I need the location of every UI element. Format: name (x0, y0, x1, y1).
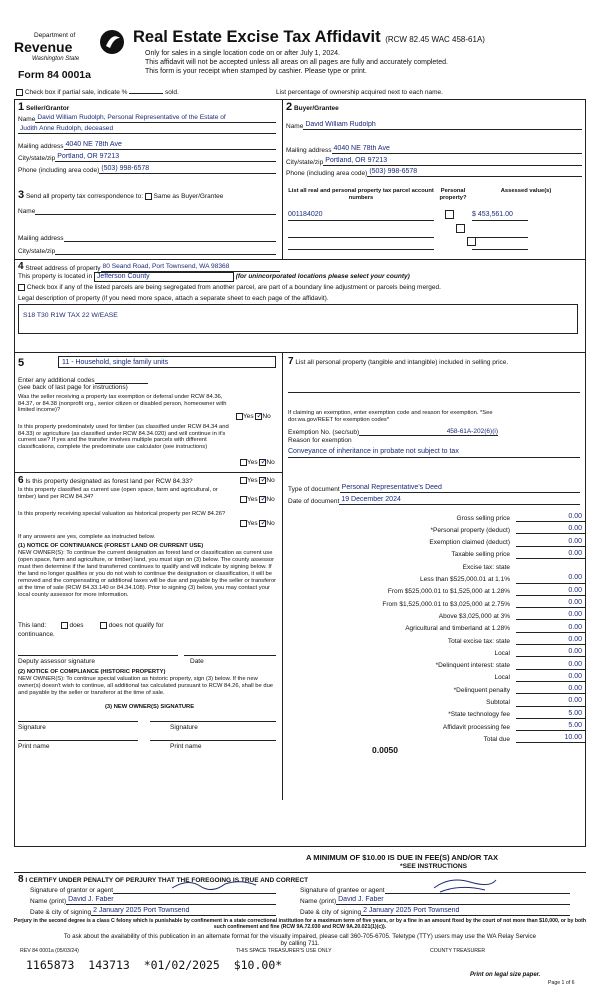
sec4-divider (14, 259, 586, 260)
grantor-date-label: Date & city of signing (30, 908, 92, 916)
doc-date-field[interactable]: 19 December 2024 (339, 496, 580, 505)
sec5-q2-answers: Yes ✓ No (240, 459, 275, 467)
grantee-date-field[interactable]: 2 January 2025 Port Townsend (361, 907, 570, 916)
unincorporated-note: (for unincorporated locations please select your county) (235, 273, 410, 280)
tax-row-label: From $525,000.01 to $1,525,000 at 1.28% (387, 588, 510, 596)
tax-row-value[interactable]: 0.00 (516, 587, 586, 596)
exemption-no-field[interactable]: 458-61A-202(6)(i) (359, 428, 498, 436)
seller-name-field-2[interactable]: Judith Anne Rudolph, deceased (18, 125, 276, 134)
new-owner-signature-1[interactable] (18, 714, 138, 722)
segregated-checkbox[interactable] (18, 284, 25, 291)
sec6-q3-answers: Yes ✓ No (240, 520, 275, 528)
personal-col-header: Personal property? (439, 188, 467, 201)
tax-row-value[interactable]: 10.00 (516, 734, 586, 743)
sec3-address-field[interactable] (64, 234, 276, 242)
tax-row (290, 683, 586, 694)
sec6-q3-no[interactable] (259, 520, 266, 527)
tax-row-label: Affidavit processing fee (442, 723, 510, 731)
tax-row-label: Subtotal (486, 699, 510, 707)
grantor-name-field[interactable]: David J. Faber (66, 896, 276, 905)
tax-row-label: Gross selling price (456, 514, 510, 522)
tax-row (290, 659, 586, 670)
grantor-handwritten-signature (170, 876, 260, 894)
header-line2: This affidavit will not be accepted unless all areas on all pages are fully and accurately completed. (145, 59, 448, 66)
form-number: Form 84 0001a (18, 69, 91, 81)
buyer-name-field[interactable]: David William Rudolph (303, 121, 582, 130)
this-land-row: This land: does does not qualify for (18, 622, 164, 630)
exemption-no-label: Exemption No. (sec/sub) (288, 428, 360, 436)
buyer-city-field[interactable]: Portland, OR 97213 (323, 157, 582, 166)
sec3-address-label: Mailing address (18, 234, 64, 242)
tax-row-label: *State technology fee (448, 711, 510, 719)
parcel-number-2[interactable] (288, 228, 434, 238)
tax-row-value[interactable]: 5.00 (516, 710, 586, 719)
tax-row (290, 573, 586, 584)
sec3-city-label: City/state/zip (18, 247, 56, 255)
sec5-question2: Is this property predominately used for timber (as classified under RCW 84.34 and 84.33) or agriculture (as classified under RCW 84.34.020) and will continue in it's current use? If yes and the transfer involves multiple parcels with different classifications, complete the predominate use calculator (see instructions) (18, 424, 229, 450)
parcel-number-3[interactable] (288, 240, 434, 250)
parcel-number-1[interactable]: 001184020 (288, 211, 434, 221)
tax-row-label: Total excise tax: state (447, 637, 510, 645)
tax-row-label: Total due (483, 735, 510, 743)
tax-row (290, 634, 586, 645)
print-name-label-2: Print name (170, 743, 202, 750)
sec6-q2-answers: Yes ✓ No (240, 496, 275, 504)
signature-label-1: Signature (18, 724, 46, 731)
sec5-q1-yes[interactable] (236, 413, 243, 420)
tax-row-value[interactable]: 0.00 (516, 611, 586, 620)
tax-row-label: Local (494, 674, 510, 682)
sec6-q2-no[interactable] (259, 496, 266, 503)
legal-paper-note: Print on legal size paper. (470, 972, 541, 978)
seller-phone-field[interactable]: (503) 998-6578 (99, 165, 276, 174)
tax-row-value[interactable]: 5.00 (516, 722, 586, 731)
tax-row (290, 646, 586, 657)
sec5-q1-answers: Yes ✓ No (236, 413, 271, 421)
page-number: Page 1 of 6 (548, 980, 575, 986)
tax-row (290, 671, 586, 682)
revision-number: REV 84 0001a (05/03/24) (20, 948, 79, 954)
sec5-number: 5 (18, 357, 25, 369)
does-not-qualify-checkbox[interactable] (100, 622, 107, 629)
doc-date-label: Date of document (288, 497, 340, 505)
personal-property-checkbox-2[interactable] (456, 224, 465, 233)
tax-row-value[interactable]: 0.00 (516, 513, 586, 522)
buyer-phone-label: Phone (including area code) (286, 169, 368, 177)
notice3-title: (3) NEW OWNER(S) SIGNATURE (105, 704, 195, 710)
seller-address-field[interactable]: 4040 NE 78th Ave (64, 141, 276, 150)
buyer-name-label: Name (286, 122, 304, 130)
sec6-q3-yes[interactable] (240, 520, 247, 527)
street-label: Street address of property (25, 264, 101, 272)
tax-row-label: Taxable selling price (451, 551, 510, 559)
continuance-label: continuance. (18, 631, 55, 638)
seller-heading: 1 Seller/Grantor (18, 101, 70, 113)
doc-type-field[interactable]: Personal Representative's Deed (340, 484, 580, 493)
tax-row-value[interactable]: 0.00 (516, 538, 586, 547)
sec6-q1: 6 Is this property designated as forest land per RCW 84.33? (18, 475, 193, 486)
tax-row-value[interactable]: 0.00 (516, 525, 586, 534)
buyer-address-label: Mailing address (286, 146, 332, 154)
mid-divider (282, 99, 283, 259)
sec6-question3: Is this property receiving special valuation as historical property per RCW 84.26? (18, 511, 226, 517)
sec6-q2-yes[interactable] (240, 496, 247, 503)
buyer-phone-field[interactable]: (503) 998-6578 (367, 168, 582, 177)
grantor-date-field[interactable]: 2 January 2025 Port Townsend (91, 907, 276, 916)
assessed-value-2[interactable] (472, 228, 528, 238)
tax-row (290, 560, 586, 571)
tax-row-value[interactable]: 0.00 (516, 636, 586, 645)
header-line3: This form is your receipt when stamped by cashier. Please type or print. (145, 68, 367, 75)
grantor-name-label: Name (print) (30, 897, 67, 905)
tax-row-value[interactable]: 0.00 (516, 661, 586, 670)
tax-row-value[interactable]: 0.00 (516, 697, 586, 706)
grantee-date-label: Date & city of signing (300, 908, 362, 916)
codes-note: (see back of last page for instructions) (18, 384, 128, 391)
dept-line1: Department of (34, 32, 76, 39)
sec5-q2-yes[interactable] (240, 459, 247, 466)
notice2-text: NEW OWNER(S): To continue special valuation as historic property, sign (3) below. If the new owner(s) doesn't wish to continue, all additional tax calculated pursuant to RCW 84.26, shall be due and payable by the seller or transferor at the time of sale. (18, 676, 274, 697)
seller-address-label: Mailing address (18, 142, 64, 150)
tax-row-value[interactable]: 0.00 (516, 550, 586, 559)
treasurer-only-label: THIS SPACE TREASURER'S USE ONLY (236, 948, 332, 954)
additional-codes-field[interactable] (95, 376, 148, 384)
grantee-name-label: Name (print) (300, 897, 337, 905)
sec6-q1-no[interactable] (259, 477, 266, 484)
tax-row-label: *Delinquent penalty (453, 686, 510, 694)
sec8-divider (14, 872, 586, 873)
legal-description-field[interactable]: S18 T30 R1W TAX 22 W/EASE (18, 304, 578, 334)
notice2-title: (2) NOTICE OF COMPLIANCE (HISTORIC PROPERTY) (18, 669, 166, 675)
tax-row (290, 585, 586, 596)
tax-row-label: Above $3,025,000 at 3% (438, 612, 510, 620)
notice1-text: NEW OWNER(S): To continue the current designation as forest land or classification as current use (open space, farm and agriculture, or timber) land, you must sign on (3) below. The county assessor must then determine if the land transferred continues to qualify and will indicate by signing below. If the land no longer qualifies or you do not wish to continue the designation or classification, it will be removed and the compensating or additional taxes will be due and payable by the seller or transferor at the time of sale (RCW 84.33.140 or 84.34.108). Prior to signing (3) below, you may contact your local county assessor for more information. (18, 550, 277, 599)
seller-city-field[interactable]: Portland, OR 97213 (55, 153, 276, 162)
grantor-signature-label: Signature of grantor or agent (30, 886, 114, 894)
county-row: This property is located in Jefferson County (for unincorporated locations please select your county) (18, 273, 410, 280)
tax-row-label: Excise tax: state (462, 563, 510, 571)
tax-row (290, 536, 586, 547)
tax-row (290, 708, 586, 719)
seller-name-field[interactable]: David William Rudolph, Personal Representative of the Estate of (35, 114, 276, 123)
tax-row-value[interactable]: 0.00 (516, 574, 586, 583)
tax-row-label: Local (494, 649, 510, 657)
sec6-divider (14, 472, 282, 473)
land-use-code-select[interactable]: 11 - Household, single family units (58, 356, 276, 368)
see-instructions: *SEE INSTRUCTIONS (400, 863, 468, 870)
tax-row-label: Less than $525,000.01 at 1.1% (420, 576, 510, 584)
grantee-signature-label: Signature of grantee or agent (300, 886, 385, 894)
reason-label: Reason for exemption (288, 437, 352, 444)
certify-statement: 8 I CERTIFY UNDER PENALTY OF PERJURY THAT THE FOREGOING IS TRUE AND CORRECT (18, 874, 309, 885)
print-name-label-1: Print name (18, 743, 50, 750)
buyer-heading: 2 Buyer/Grantee (286, 101, 339, 113)
deputy-signature-label: Deputy assessor signature (18, 658, 95, 665)
tax-row (290, 609, 586, 620)
dept-line2: Revenue (14, 39, 73, 55)
partial-sale: Check box if partial sale, indicate % sold. (16, 89, 179, 97)
parcels-col-header: List all real and personal property tax parcel account numbers (288, 188, 434, 201)
tax-row-value[interactable]: 0.00 (516, 685, 586, 694)
tax-row (290, 732, 586, 743)
tax-row-value[interactable]: 0.00 (516, 648, 586, 657)
tax-row-label: Exemption claimed (deduct) (429, 539, 510, 547)
dor-emblem-icon (98, 28, 126, 56)
rcw-reference: (RCW 82.45 WAC 458-61A) (385, 35, 485, 44)
sec5-question1: Was the seller receiving a property tax exemption or deferral under RCW 84.36, 84.37, or 84.38 (nonprofit org., senior citizen or disabled person, homeowner with limited income)? (18, 394, 227, 414)
segregated-row: Check box if any of the listed parcels are being segregated from another parcel, are part of a boundary line adjustment or parcels being merged. (18, 284, 441, 292)
new-owner-signature-2[interactable] (150, 714, 276, 722)
does-qualify-checkbox[interactable] (61, 622, 68, 629)
reason-field[interactable]: Conveyance of inheritance in probate not subject to tax (288, 448, 580, 458)
tax-row-value[interactable]: 0.00 (516, 673, 586, 682)
additional-codes-label: Enter any additional codes (18, 376, 95, 384)
tax-row-value[interactable]: 0.00 (516, 624, 586, 633)
alt-format-notice: To ask about the availability of this publication in an alternate format for the visually impaired, please call 360-705-6705. Teletype (TTY) users may use the WA Relay Service by calling 711. (63, 933, 537, 948)
sec5-divider (14, 352, 586, 353)
same-as-buyer-checkbox[interactable] (145, 193, 152, 200)
seller-city-label: City/state/zip (18, 154, 56, 162)
sec3-city-field[interactable] (55, 247, 276, 255)
tax-row (290, 696, 586, 707)
if-yes-note: If any answers are yes, complete as instructed below. (18, 534, 156, 540)
header-line1: Only for sales in a single location code on or after July 1, 2024. (145, 50, 340, 57)
tax-row-label: *Delinquent interest: state (435, 662, 510, 670)
deputy-date-label: Date (190, 658, 204, 665)
personal-property-checkbox-1[interactable] (445, 210, 454, 219)
minimum-notice: A MINIMUM OF $10.00 IS DUE IN FEE(S) AND/OR TAX (306, 853, 499, 862)
tax-row-value[interactable]: 0.00 (516, 599, 586, 608)
street-address-field[interactable]: 80 Seand Road, Port Townsend, WA 98368 (101, 263, 280, 272)
tax-row (290, 523, 586, 534)
exemption-instructions: If claiming an exemption, enter exemption code and reason for exemption. *See dor.wa.gov/REET for exemption codes* (288, 410, 493, 423)
partial-sale-checkbox[interactable] (16, 89, 23, 96)
sec6-q1-answers: Yes ✓ No (240, 477, 275, 485)
legal-description-label: Legal description of property (if you need more space, attach a separate sheet to each page of the affidavit). (18, 295, 329, 302)
sec6-q1-yes[interactable] (240, 477, 247, 484)
deputy-signature-field[interactable] (18, 648, 178, 656)
doc-type-label: Type of document (288, 485, 340, 493)
form-title: Real Estate Excise Tax Affidavit (RCW 82.45 WAC 458-61A) (133, 28, 485, 46)
buyer-address-field[interactable]: 4040 NE 78th Ave (332, 145, 582, 154)
sec7-intro: 7 List all personal property (tangible and intangible) included in selling price. (288, 356, 509, 367)
tax-row (290, 622, 586, 633)
county-treasurer-label: COUNTY TREASURER (430, 948, 486, 954)
sec5-q2-no[interactable] (259, 459, 266, 466)
buyer-city-label: City/state/zip (286, 158, 324, 166)
sec3-name-label: Name (18, 207, 36, 215)
cashier-stamp: 1165873 143713 *01/02/2025 $10.00* (26, 958, 283, 972)
tax-row (290, 511, 586, 522)
new-owner-print-1[interactable] (18, 733, 138, 741)
assessed-value-1[interactable]: $ 453,561.00 (472, 211, 528, 221)
signature-label-2: Signature (170, 724, 198, 731)
dept-line3: Washington State (32, 56, 80, 62)
dor-logo (14, 28, 126, 86)
assessed-value-3[interactable] (472, 240, 528, 250)
tax-row-label: From $1,525,000.01 to $3,025,000 at 2.75% (382, 600, 510, 608)
tax-row (290, 597, 586, 608)
sec3-heading: 3 Send all property tax correspondence to: Same as Buyer/Grantee (18, 189, 224, 201)
ownership-note: List percentage of ownership acquired next to each name. (276, 89, 443, 96)
personal-property-line[interactable] (288, 392, 580, 393)
assessed-col-header: Assessed value(s) (500, 188, 552, 194)
grantee-handwritten-signature (430, 874, 500, 896)
perjury-notice: Perjury in the second degree is a class C felony which is punishable by confinement in a state correctional institution for a maximum term of five years, or by a fine in an amount fixed by the court of not more than $10,000, or by both such confinement and fine (RCW 9A.72.030 and RCW 9A.20.021(1)(c)). (13, 918, 587, 930)
grantee-name-field[interactable]: David J. Faber (336, 896, 570, 905)
sec6-question2: Is this property classified as current use (open space, farm and agricultural, or timber) land per RCW 84.34? (18, 487, 218, 500)
notice1-title: (1) NOTICE OF CONTINUANCE (FOREST LAND OR CURRENT USE) (18, 543, 204, 549)
tax-row-label: *Personal property (deduct) (430, 526, 510, 534)
tax-row (290, 720, 586, 731)
seller-name-label: Name (18, 115, 36, 123)
sec3-name-field[interactable] (35, 207, 276, 215)
seller-phone-label: Phone (including area code) (18, 166, 100, 174)
local-rate: 0.0050 (372, 745, 398, 755)
mid-divider-2 (282, 352, 283, 800)
tax-row (290, 548, 586, 559)
sec5-q1-no[interactable] (255, 413, 262, 420)
tax-row-label: Agricultural and timberland at 1.28% (405, 625, 510, 633)
county-select[interactable]: Jefferson County (94, 272, 234, 282)
new-owner-print-2[interactable] (150, 733, 276, 741)
deputy-date-field[interactable] (184, 648, 276, 656)
